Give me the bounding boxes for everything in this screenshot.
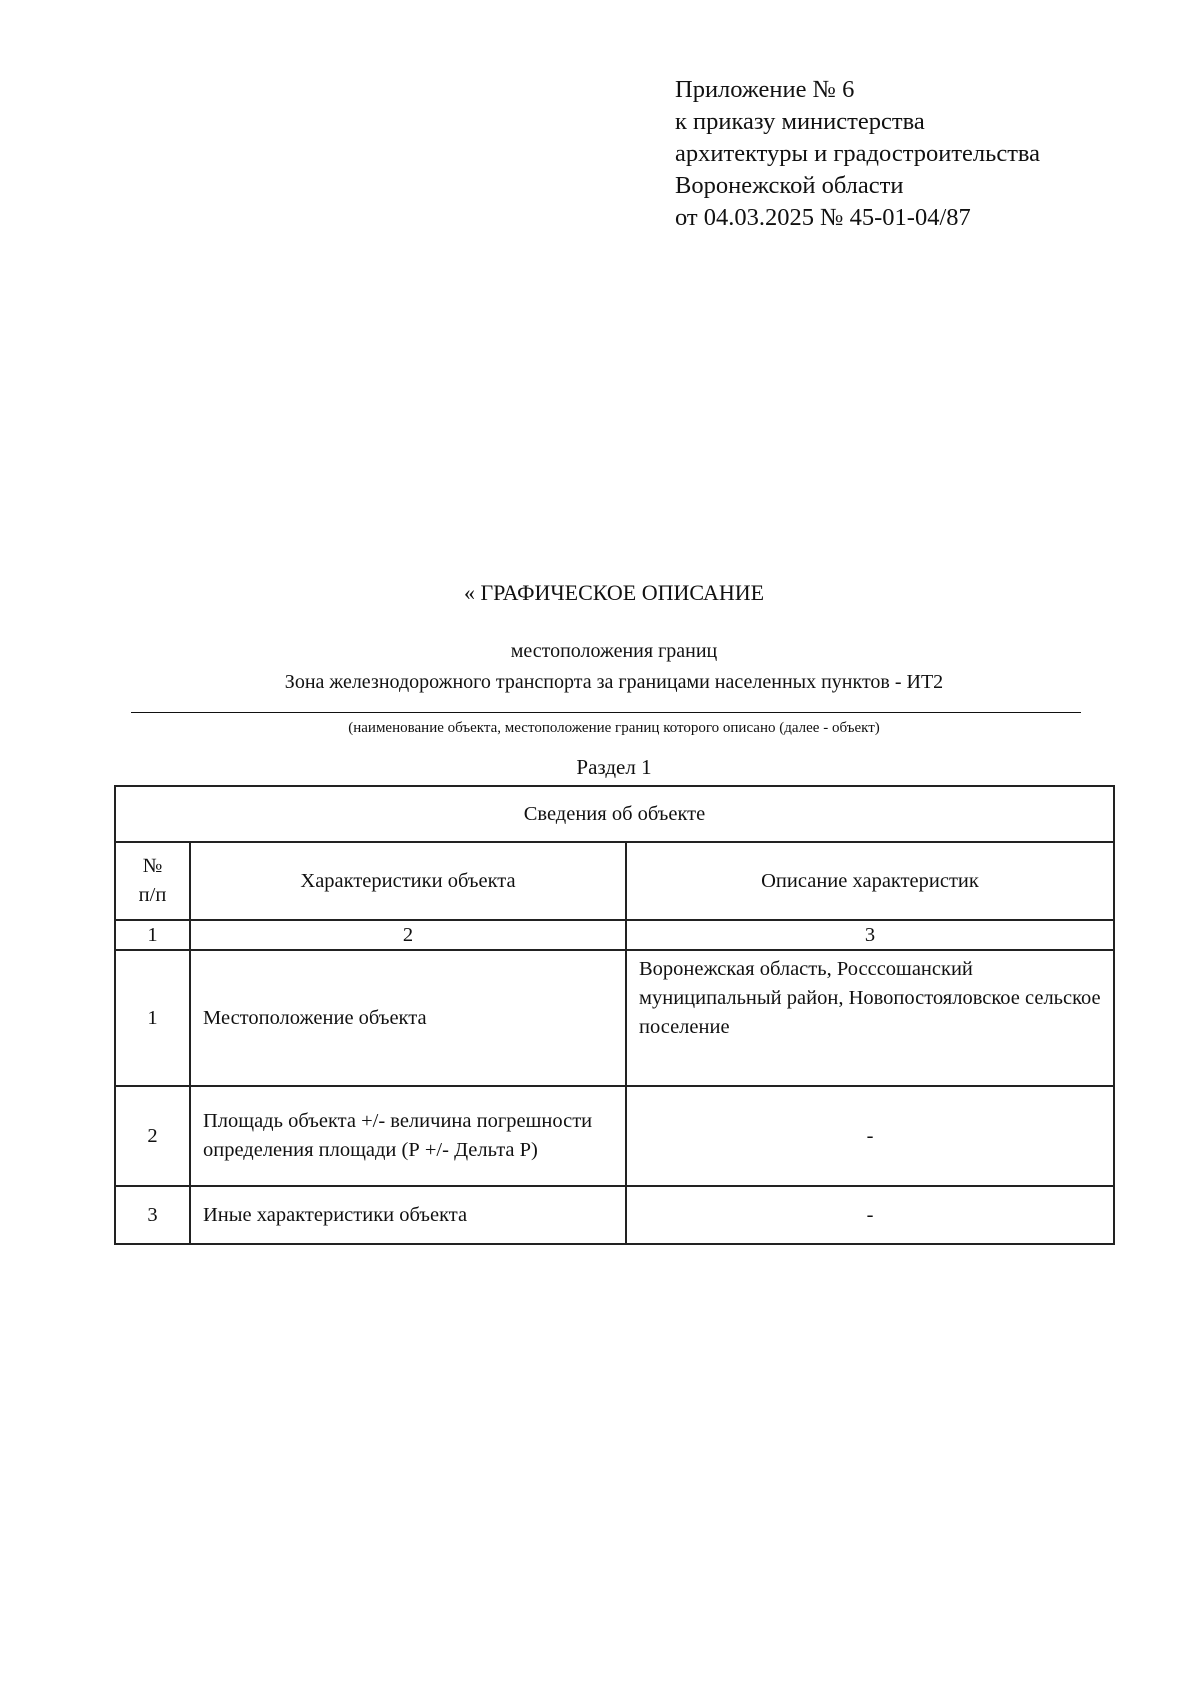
appendix-line: Воронежской области xyxy=(675,172,904,199)
row-description: Воронежская область, Росссошанский муниципальный район, Новопостояловское сельское поселение xyxy=(626,950,1114,1086)
column-header-characteristic: Характеристики объекта xyxy=(190,842,626,920)
column-header-num-line: п/п xyxy=(138,884,167,906)
row-number: 1 xyxy=(115,950,190,1086)
document-title: « ГРАФИЧЕСКОЕ ОПИСАНИЕ xyxy=(463,580,765,605)
row-characteristic: Местоположение объекта xyxy=(190,950,626,1086)
appendix-block xyxy=(675,74,1040,234)
appendix-line: к приказу министерства xyxy=(675,108,925,135)
object-name-caption: (наименование объекта, местоположение границ которого описано (далее - объект) xyxy=(348,720,880,736)
table-columns-row xyxy=(115,842,1114,920)
table-header: Сведения об объекте xyxy=(115,786,1114,842)
row-characteristic: Площадь объекта +/- величина погрешности определения площади (Р +/- Дельта Р) xyxy=(190,1086,626,1186)
table-row xyxy=(115,1186,1114,1244)
row-number: 3 xyxy=(115,1186,190,1244)
table-header-row xyxy=(115,786,1114,842)
column-number: 2 xyxy=(190,920,626,950)
object-info-table xyxy=(114,785,1115,1245)
underline-rule xyxy=(131,712,1081,713)
table-row xyxy=(115,950,1114,1086)
row-description: - xyxy=(626,1186,1114,1244)
section-heading: Раздел 1 xyxy=(576,755,652,779)
appendix-line: архитектуры и градостроительства xyxy=(675,140,1041,167)
table-row xyxy=(115,1086,1114,1186)
column-header-num xyxy=(115,842,190,920)
row-characteristic: Иные характеристики объекта xyxy=(190,1186,626,1244)
appendix-line: от 04.03.2025 № 45-01-04/87 xyxy=(675,204,971,231)
document-subtitle: местоположения границ xyxy=(510,640,718,662)
column-number: 3 xyxy=(626,920,1114,950)
appendix-line: Приложение № 6 xyxy=(675,76,855,103)
column-header-description: Описание характеристик xyxy=(626,842,1114,920)
column-header-num-line: № xyxy=(142,855,163,877)
column-numbers-row xyxy=(115,920,1114,950)
column-number: 1 xyxy=(115,920,190,950)
object-name: Зона железнодорожного транспорта за границами населенных пунктов - ИТ2 xyxy=(284,671,944,693)
row-number: 2 xyxy=(115,1086,190,1186)
row-description: - xyxy=(626,1086,1114,1186)
